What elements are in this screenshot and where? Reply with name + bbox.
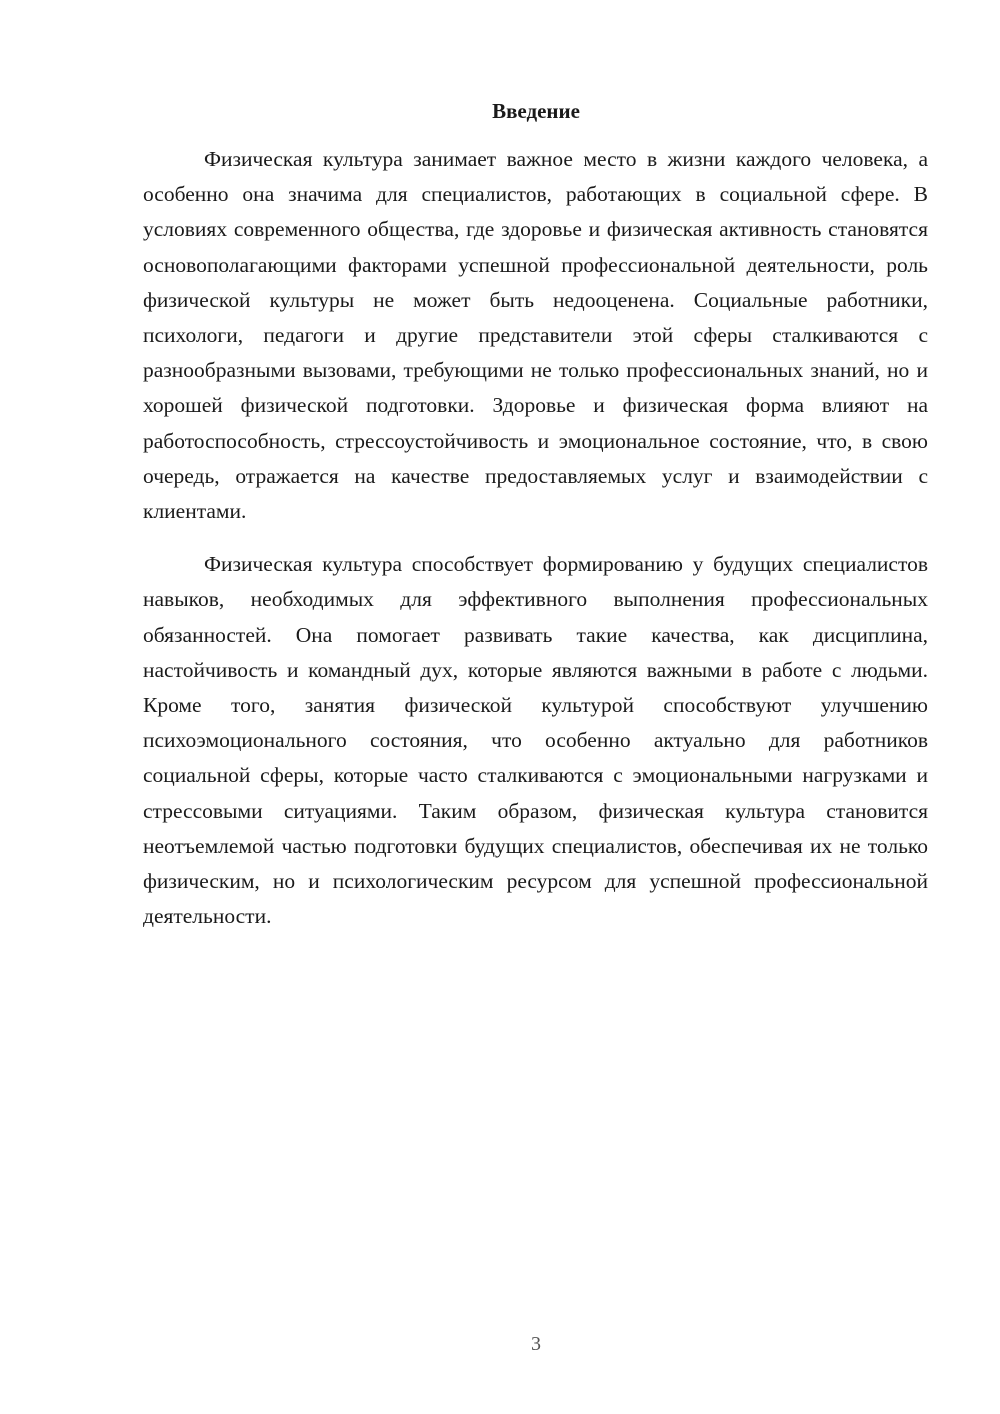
section-title: Введение bbox=[492, 99, 580, 123]
paragraph-1: Физическая культура занимает важное место в жизни каждого человека, а особенно она значима для специалистов, работающих в социальной сфере. В условиях современного общества, где здоровье и физическая активность становятся основополагающими факторами успешной профессиональной деятельности, роль физической культуры не может быть недооценена. Социальные работники, психологи, педагоги и другие представители этой сферы сталкиваются с разнообразными вызовами, требующими не только профессиональных знаний, но и хорошей физической подготовки. Здоровье и физическая форма влияют на работоспособность, стрессоустойчивость и эмоциональное состояние, что, в свою очередь, отражается на качестве предоставляемых услуг и взаимодействии с клиентами. bbox=[143, 147, 928, 524]
body-text bbox=[143, 142, 928, 952]
paragraph-2: Физическая культура способствует формированию у будущих специалистов навыков, необходимых для эффективного выполнения профессиональных обязанностей. Она помогает развивать такие качества, как дисциплина, настойчивость и командный дух, которые являются важными в работе с людьми. Кроме того, занятия физической культурой способствуют улучшению психоэмоционального состояния, что особенно актуально для работников социальной сферы, которые часто сталкиваются с эмоциональными нагрузками и стрессовыми ситуациями. Таким образом, физическая культура становится неотъемлемой частью подготовки будущих специалистов, обеспечивая их не только физическим, но и психологическим ресурсом для успешной профессиональной деятельности. bbox=[143, 552, 928, 929]
page-number: 3 bbox=[531, 1333, 541, 1355]
